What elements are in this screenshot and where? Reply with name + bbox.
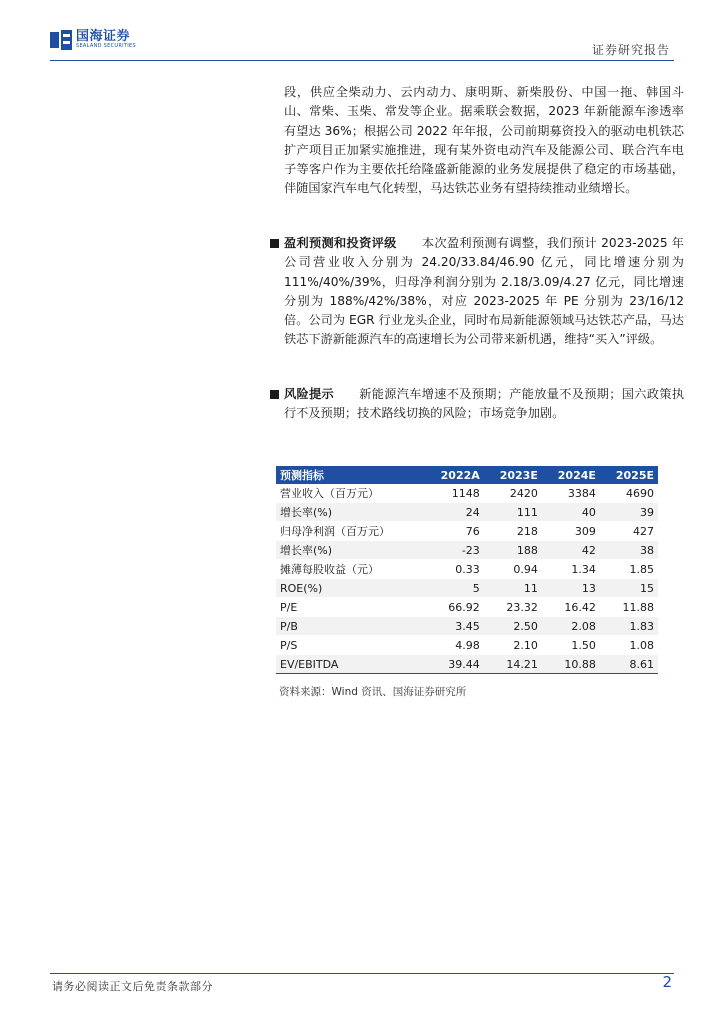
table-cell: 76: [424, 522, 483, 541]
table-cell: 3384: [542, 484, 600, 503]
logo-name-cn: 国海证券: [76, 29, 131, 44]
page-header: [0, 0, 724, 62]
table-row: [276, 522, 658, 541]
row-label: P/E: [276, 598, 424, 617]
table-row: [276, 655, 658, 674]
table-cell: 42: [542, 541, 600, 560]
table-cell: 66.92: [424, 598, 483, 617]
table-cell: 10.88: [542, 655, 600, 674]
table-cell: 14.21: [484, 655, 542, 674]
table-cell: -23: [424, 541, 483, 560]
row-label: 增长率(%): [276, 503, 424, 522]
row-label: 营业收入（百万元）: [276, 484, 424, 503]
table-cell: 427: [600, 522, 658, 541]
forecast-table: [276, 466, 658, 674]
table-cell: 2.08: [542, 617, 600, 636]
table-cell: 13: [542, 579, 600, 598]
row-label: 增长率(%): [276, 541, 424, 560]
table-cell: 24: [424, 503, 483, 522]
table-cell: 2420: [484, 484, 542, 503]
table-cell: 11: [484, 579, 542, 598]
logo-icon: [50, 30, 72, 50]
table-cell: 15: [600, 579, 658, 598]
column-header: 2025E: [600, 466, 658, 484]
report-type-title: 证券研究报告: [591, 43, 670, 57]
table-cell: 5: [424, 579, 483, 598]
table-cell: 38: [600, 541, 658, 560]
column-header: 2024E: [542, 466, 600, 484]
table-cell: 1.85: [600, 560, 658, 579]
row-label: P/B: [276, 617, 424, 636]
row-label: EV/EBITDA: [276, 655, 424, 674]
table-header-row: [276, 466, 658, 484]
column-header: 2023E: [484, 466, 542, 484]
earnings-forecast-heading: 盈利预测和投资评级: [284, 236, 397, 250]
square-bullet-icon: [270, 239, 279, 248]
footer-divider: [50, 973, 674, 974]
table-cell: 3.45: [424, 617, 483, 636]
risk-text: 新能源汽车增速不及预期；产能放量不及预期；国六政策执行不及预期；技术路线切换的风险；市场竞争加剧。: [284, 387, 685, 421]
table-cell: 111: [484, 503, 542, 522]
table-cell: 1.08: [600, 636, 658, 655]
table-cell: 1148: [424, 484, 483, 503]
table-cell: 39: [600, 503, 658, 522]
table-row: [276, 636, 658, 655]
table-row: [276, 598, 658, 617]
column-header: 预测指标: [276, 466, 424, 484]
risk-heading: 风险提示: [284, 387, 335, 401]
body-paragraph: 段，供应全柴动力、云内动力、康明斯、新柴股份、中国一拖、韩国斗山、常柴、玉柴、常发等企业。据乘联会数据，2023 年新能源车渗透率有望达 36%；根据公司 2022 年年报，公司前期募资投入的驱动电机铁芯扩产项目正加紧实施推进，现有某外资电动汽车及能源公司、联合汽车电子等客户作为主要依托给隆盛新能源的业务发展提供了稳定的市场基础，伴随国家汽车电气化转型，马达铁芯业务有望持续推动业绩增长。: [284, 85, 684, 196]
column-header: 2022A: [424, 466, 483, 484]
table-cell: 16.42: [542, 598, 600, 617]
row-label: 摊薄每股收益（元）: [276, 560, 424, 579]
table-row: [276, 617, 658, 636]
earnings-forecast-paragraph: [284, 234, 684, 350]
table-cell: 1.83: [600, 617, 658, 636]
page-number: 2: [662, 973, 672, 991]
table-cell: 23.32: [484, 598, 542, 617]
table-cell: 4690: [600, 484, 658, 503]
row-label: 归母净利润（百万元）: [276, 522, 424, 541]
row-label: P/S: [276, 636, 424, 655]
table-row: [276, 484, 658, 503]
table-cell: 4.98: [424, 636, 483, 655]
square-bullet-icon: [270, 390, 279, 399]
table-cell: 1.50: [542, 636, 600, 655]
table-cell: 11.88: [600, 598, 658, 617]
table-row: [276, 503, 658, 522]
table-row: [276, 579, 658, 598]
company-logo: [50, 30, 136, 50]
table-cell: 39.44: [424, 655, 483, 674]
footer-disclaimer: 请务必阅读正文后免责条款部分: [52, 980, 213, 993]
table-cell: 40: [542, 503, 600, 522]
table-row: [276, 560, 658, 579]
table-source-note: 资料来源：Wind 资讯、国海证券研究所: [279, 686, 467, 698]
table-cell: 218: [484, 522, 542, 541]
row-label: ROE(%): [276, 579, 424, 598]
table-cell: 309: [542, 522, 600, 541]
table-cell: 0.33: [424, 560, 483, 579]
table-cell: 188: [484, 541, 542, 560]
table-cell: 1.34: [542, 560, 600, 579]
earnings-forecast-text: 本次盈利预测有调整，我们预计 2023-2025 年公司营业收入分别为 24.20/33.84/46.90 亿元，同比增速分别为 111%/40%/39%，归母净利润分别为 2.18/3.09/4.27 亿元，同比增速分别为 188%/42%/38%，对应 2023-2025 年 PE 分别为 23/16/12 倍。公司为 EGR 行业龙头企业，同时布局新能源领域马达铁芯产品，马达铁芯下游新能源汽车的高速增长为公司带来新机遇，维持“买入”评级。: [284, 236, 684, 347]
table-row: [276, 541, 658, 560]
header-divider: [50, 60, 674, 61]
table-cell: 2.50: [484, 617, 542, 636]
table-cell: 2.10: [484, 636, 542, 655]
table-cell: 8.61: [600, 655, 658, 674]
table-cell: 0.94: [484, 560, 542, 579]
risk-paragraph: [284, 385, 684, 424]
logo-name-en: SEALAND SECURITIES: [76, 43, 136, 49]
